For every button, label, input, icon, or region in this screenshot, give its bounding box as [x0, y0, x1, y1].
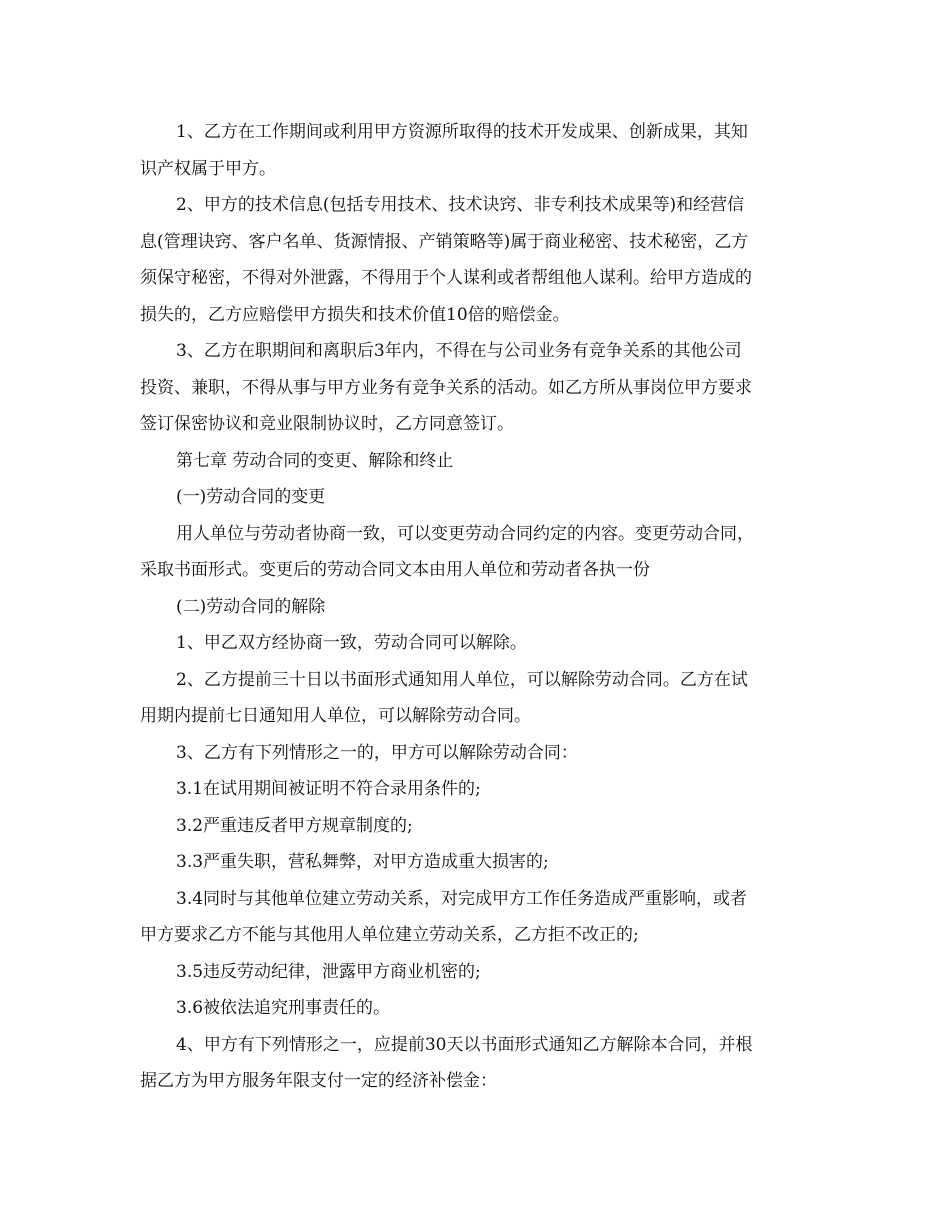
text-line: (二)劳动合同的解除	[176, 596, 326, 617]
text-line: 3.3严重失职，营私舞弊，对甲方造成重大损害的;	[176, 852, 549, 872]
list-item-3-4	[140, 881, 812, 954]
paragraph-employer-notice	[140, 1027, 812, 1100]
text-line: 据乙方为甲方服务年限支付一定的经济补偿金：	[140, 1071, 497, 1091]
section-heading-termination	[140, 589, 812, 626]
text-line: (一)劳动合同的变更	[176, 487, 326, 507]
text-line: 签订保密协议和竞业限制协议时，乙方同意签订。	[140, 414, 514, 434]
list-item-3-2	[140, 808, 812, 845]
list-item-3-6	[140, 990, 812, 1027]
text-line: 用期内提前七日通知用人单位，可以解除劳动合同。	[140, 706, 531, 726]
text-line: 甲方要求乙方不能与其他用人单位建立劳动关系，乙方拒不改正的;	[140, 925, 639, 945]
section-heading-change	[140, 479, 812, 516]
text-line: 须保守秘密，不得对外泄露，不得用于个人谋利或者帮组他人谋利。给甲方造成的	[140, 268, 752, 288]
text-line: 采取书面形式。变更后的劳动合同文本由用人单位和劳动者各执一份	[140, 560, 650, 580]
paragraph-contract-change	[140, 516, 812, 589]
paragraph-mutual-termination	[140, 625, 812, 662]
text-line: 3.2严重违反者甲方规章制度的;	[176, 815, 413, 836]
paragraph-employer-termination-intro	[140, 735, 812, 772]
paragraph-non-compete	[140, 333, 812, 443]
text-line: 1、乙方在工作期间或利用甲方资源所取得的技术开发成果、创新成果，其知	[176, 122, 748, 142]
text-line: 3.5违反劳动纪律，泄露甲方商业机密的;	[176, 961, 481, 982]
text-line: 2、乙方提前三十日以书面形式通知用人单位，可以解除劳动合同。乙方在试	[176, 669, 748, 690]
paragraph-ip-ownership	[140, 114, 812, 187]
text-line: 识产权属于甲方。	[140, 158, 276, 179]
list-item-3-1	[140, 771, 812, 808]
text-line: 息(管理诀窍、客户名单、货源情报、产销策略等)属于商业秘密、技术秘密，乙方	[140, 231, 749, 252]
paragraph-employee-notice	[140, 662, 812, 735]
text-line: 3、乙方有下列情形之一的，甲方可以解除劳动合同：	[176, 742, 578, 763]
text-line: 3.4同时与其他单位建立劳动关系，对完成甲方工作任务造成严重影响，或者	[176, 888, 748, 909]
text-line: 投资、兼职，不得从事与甲方业务有竞争关系的活动。如乙方所从事岗位甲方要求	[140, 377, 752, 398]
text-line: 第七章 劳动合同的变更、解除和终止	[176, 450, 454, 471]
paragraph-trade-secrets	[140, 187, 812, 333]
text-line: 2、甲方的技术信息(包括专用技术、技术诀窍、非专利技术成果等)和经营信	[176, 195, 745, 215]
text-line: 3、乙方在职期间和离职后3年内，不得在与公司业务有竞争关系的其他公司	[176, 341, 742, 361]
text-line: 4、甲方有下列情形之一，应提前30天以书面形式通知乙方解除本合同，并根	[176, 1034, 753, 1055]
text-line: 3.1在试用期间被证明不符合录用条件的;	[176, 779, 481, 799]
chapter-heading	[140, 443, 812, 480]
list-item-3-3	[140, 844, 812, 881]
text-line: 损失的，乙方应赔偿甲方损失和技术价值10倍的赔偿金。	[140, 304, 570, 325]
text-line: 1、甲乙双方经协商一致，劳动合同可以解除。	[176, 633, 527, 653]
document-body	[140, 114, 812, 1100]
list-item-3-5	[140, 954, 812, 991]
text-line: 用人单位与劳动者协商一致，可以变更劳动合同约定的内容。变更劳动合同，	[176, 523, 754, 544]
text-line: 3.6被依法追究刑事责任的。	[176, 998, 391, 1018]
